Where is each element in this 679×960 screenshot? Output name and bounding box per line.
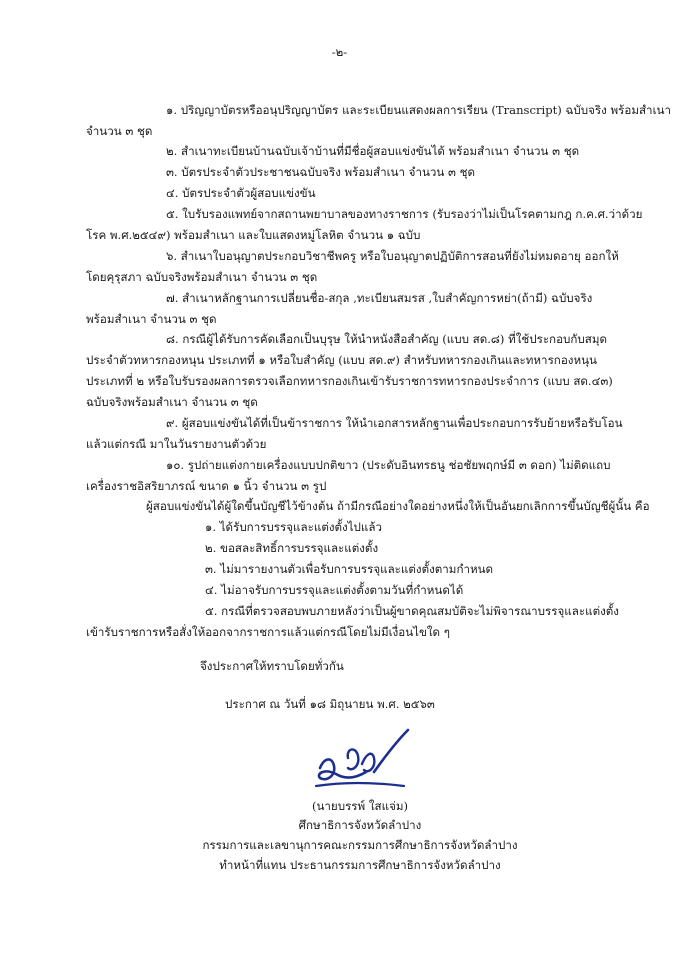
item-8-line-3: ประเภทที่ ๒ หรือใบรับรองผลการตรวจเลือกทหารกองเกินเข้ารับราชการทหารกองประจำการ (แบบ สด.๔๓) — [86, 374, 613, 388]
item-1-line-2: จำนวน ๓ ชุด — [86, 124, 153, 138]
cancel-item-5-line-1: ๕. กรณีที่ตรวจสอบพบภายหลังว่าเป็นผู้ขาดคุณสมบัติจะไม่พิจารณาบรรจุและแต่งตั้ง — [205, 604, 619, 618]
item-10-line-2: เครื่องราชอิสริยาภรณ์ ขนาด ๑ นิ้ว จำนวน ๓ รูป — [86, 479, 327, 493]
signature — [312, 728, 422, 794]
item-8-line-4: ฉบับจริงพร้อมสำเนา จำนวน ๓ ชุด — [86, 395, 258, 409]
item-9-line-1: ๙. ผู้สอบแข่งขันได้ที่เป็นข้าราชการ ให้นำเอกสารหลักฐานเพื่อประกอบการรับย้ายหรือรับโอน — [166, 416, 623, 430]
item-6-line-1: ๖. สำเนาใบอนุญาตประกอบวิชาชีพครู หรือใบอนุญาตปฏิบัติการสอนที่ยังไม่หมดอายุ ออกให้ — [166, 249, 619, 263]
cancellation-intro: ผู้สอบแข่งขันได้ผู้ใดขึ้นบัญชีไว้ข้างต้น ถ้ามีกรณีอย่างใดอย่างหนึ่งให้เป็นอันยกเลิกการขึ้นบัญชีผู้นั้น คือ — [146, 499, 650, 513]
announcement-date: ประกาศ ณ วันที่ ๑๘ มิถุนายน พ.ศ. ๒๕๖๓ — [225, 697, 435, 711]
signer-title-2: กรรมการและเลขานุการคณะกรรมการศึกษาธิการจังหวัดลำปาง — [202, 838, 518, 852]
announcement-closing: จึงประกาศให้ทราบโดยทั่วกัน — [200, 659, 344, 673]
item-10-line-1: ๑๐. รูปถ่ายแต่งกายเครื่องแบบปกติขาว (ประดับอินทรธนู ช่อชัยพฤกษ์มี ๓ ดอก) ไม่ติดแถบ — [166, 458, 611, 472]
item-5-line-2: โรค พ.ศ.๒๕๔๙) พร้อมสำเนา และใบแสดงหมู่โลหิต จำนวน ๑ ฉบับ — [86, 228, 421, 242]
cancel-item-5-line-2: เข้ารับราชการหรือสั่งให้ออกจากราชการแล้วแต่กรณีโดยไม่มีเงื่อนไขใด ๆ — [86, 625, 450, 639]
item-4: ๔. บัตรประจำตัวผู้สอบแข่งขัน — [166, 186, 316, 200]
cancel-item-2: ๒. ขอสละสิทธิ์การบรรจุและแต่งตั้ง — [205, 541, 379, 555]
signer-title-1: ศึกษาธิการจังหวัดลำปาง — [298, 818, 422, 832]
item-7-line-2: พร้อมสำเนา จำนวน ๓ ชุด — [86, 312, 217, 326]
item-6-line-2: โดยคุรุสภา ฉบับจริงพร้อมสำเนา จำนวน ๓ ชุด — [86, 270, 318, 284]
item-9-line-2: แล้วแต่กรณี มาในวันรายงานตัวด้วย — [86, 437, 267, 451]
item-2: ๒. สำเนาทะเบียนบ้านฉบับเจ้าบ้านที่มีชื่อผู้สอบแข่งขันได้ พร้อมสำเนา จำนวน ๓ ชุด — [166, 144, 580, 158]
item-1-line-1: ๑. ปริญญาบัตรหรืออนุปริญญาบัตร และระเบียนแสดงผลการเรียน (Transcript) ฉบับจริง พร้อมสำเนา — [166, 103, 671, 117]
item-3: ๓. บัตรประจำตัวประชาชนฉบับจริง พร้อมสำเนา จำนวน ๓ ชุด — [166, 165, 476, 179]
cancel-item-3: ๓. ไม่มารายงานตัวเพื่อรับการบรรจุและแต่งตั้งตามกำหนด — [205, 562, 494, 576]
item-8-line-2: ประจำตัวทหารกองหนุน ประเภทที่ ๑ หรือใบสำคัญ (แบบ สด.๙) สำหรับทหารกองเกินและทหารกองหนุน — [86, 353, 597, 367]
item-8-line-1: ๘. กรณีผู้ได้รับการคัดเลือกเป็นบุรุษ ให้นำหนังสือสำคัญ (แบบ สด.๘) ที่ใช้ประกอบกับสมุด — [166, 332, 608, 346]
item-5-line-1: ๕. ใบรับรองแพทย์จากสถานพยาบาลของทางราชการ (รับรองว่าไม่เป็นโรคตามกฎ ก.ค.ศ.ว่าด้วย — [166, 207, 643, 221]
page-number: -๒- — [331, 45, 348, 59]
item-7-line-1: ๗. สำเนาหลักฐานการเปลี่ยนชื่อ-สกุล ,ทะเบียนสมรส ,ใบสำคัญการหย่า(ถ้ามี) ฉบับจริง — [166, 291, 593, 305]
cancel-item-4: ๔. ไม่อาจรับการบรรจุและแต่งตั้งตามวันที่กำหนดได้ — [205, 583, 464, 597]
cancel-item-1: ๑. ได้รับการบรรจุและแต่งตั้งไปแล้ว — [205, 520, 382, 534]
signer-name: (นายบรรพ์ ใสแจ่ม) — [311, 799, 409, 813]
signer-title-3: ทำหน้าที่แทน ประธานกรรมการศึกษาธิการจังหวัดลำปาง — [219, 858, 501, 872]
